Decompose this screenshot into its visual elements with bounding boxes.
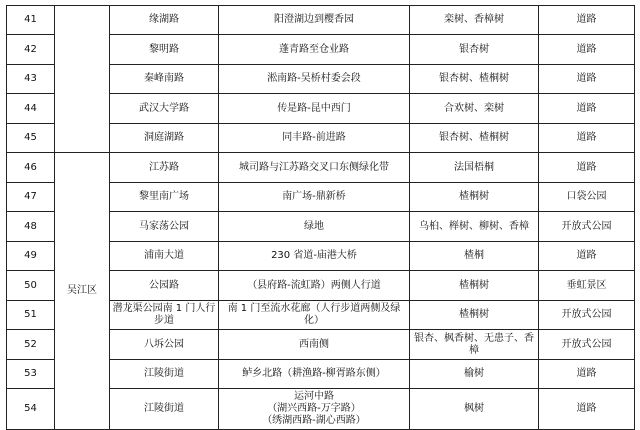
tree-species: 法国梧桐 — [410, 153, 539, 183]
tree-species: 榆树 — [410, 360, 539, 389]
row-number: 53 — [7, 360, 55, 389]
location-name: 缘湖路 — [110, 6, 219, 35]
location-name: 黎明路 — [110, 35, 219, 65]
tree-species: 银杏树 — [410, 35, 539, 65]
location-name: 江陵街道 — [110, 389, 219, 430]
location-type: 垂虹景区 — [539, 271, 635, 301]
location-name: 江苏路 — [110, 153, 219, 183]
location-range: 绿地 — [219, 212, 410, 242]
location-type: 道路 — [539, 153, 635, 183]
location-type: 道路 — [539, 35, 635, 65]
district-cell: 吴江区 — [55, 153, 110, 430]
location-type: 道路 — [539, 389, 635, 430]
location-range: 南 1 门至流水花廊（人行步道两侧及绿化） — [219, 301, 410, 330]
location-type: 口袋公园 — [539, 183, 635, 212]
location-name: 公园路 — [110, 271, 219, 301]
location-name: 江陵街道 — [110, 360, 219, 389]
location-range: （县府路-流虹路）两侧人行道 — [219, 271, 410, 301]
row-number: 52 — [7, 330, 55, 360]
location-type: 开放式公园 — [539, 301, 635, 330]
tree-species: 乌桕、榉树、柳树、香樟 — [410, 212, 539, 242]
location-name: 秦峰南路 — [110, 65, 219, 94]
location-range: 阳澄湖边到樱香园 — [219, 6, 410, 35]
location-range-line: （湖兴西路-万字路） — [267, 403, 361, 414]
location-name: 洞庭湖路 — [110, 124, 219, 153]
tree-species: 合欢树、栾树 — [410, 94, 539, 124]
row-number: 45 — [7, 124, 55, 153]
row-number: 42 — [7, 35, 55, 65]
row-number: 46 — [7, 153, 55, 183]
location-range: 西南侧 — [219, 330, 410, 360]
row-number: 50 — [7, 271, 55, 301]
location-range — [219, 389, 410, 430]
location-range: 蓬青路至仓业路 — [219, 35, 410, 65]
tree-species: 楂桐 — [410, 242, 539, 271]
location-type: 道路 — [539, 94, 635, 124]
row-number: 43 — [7, 65, 55, 94]
row-number: 41 — [7, 6, 55, 35]
location-name-line: 步道 — [154, 315, 174, 326]
location-name: 黎里南广场 — [110, 183, 219, 212]
row-number: 47 — [7, 183, 55, 212]
location-range-line: 运河中路 — [294, 391, 334, 402]
location-type: 道路 — [539, 6, 635, 35]
location-type: 道路 — [539, 124, 635, 153]
row-number: 49 — [7, 242, 55, 271]
row-number: 51 — [7, 301, 55, 330]
location-range: 传是路-昆中西门 — [219, 94, 410, 124]
location-range: 南广场-鼎新桥 — [219, 183, 410, 212]
tree-list-table — [6, 5, 635, 430]
location-type: 开放式公园 — [539, 330, 635, 360]
row-number: 54 — [7, 389, 55, 430]
location-range: 鲈乡北路（耕渔路-柳胥路东侧） — [219, 360, 410, 389]
district-cell-empty — [55, 6, 110, 153]
location-type: 道路 — [539, 65, 635, 94]
row-number: 48 — [7, 212, 55, 242]
location-type: 开放式公园 — [539, 212, 635, 242]
tree-species: 楂桐树 — [410, 301, 539, 330]
location-name: 浦南大道 — [110, 242, 219, 271]
location-name-line: 潜龙渠公园南 1 门人行 — [112, 303, 216, 314]
location-range: 230 省道-庙港大桥 — [219, 242, 410, 271]
location-name — [110, 301, 219, 330]
location-range: 城司路与江苏路交叉口东侧绿化带 — [219, 153, 410, 183]
location-name: 武汉大学路 — [110, 94, 219, 124]
tree-species: 楂桐树 — [410, 271, 539, 301]
tree-species: 枫树 — [410, 389, 539, 430]
location-name: 八坼公园 — [110, 330, 219, 360]
tree-species: 银杏树、楂桐树 — [410, 124, 539, 153]
table-row — [7, 153, 635, 183]
tree-species: 楂桐树 — [410, 183, 539, 212]
table-row — [7, 6, 635, 35]
location-range: 淞南路-吴桥村委会段 — [219, 65, 410, 94]
location-range: 同丰路-前进路 — [219, 124, 410, 153]
row-number: 44 — [7, 94, 55, 124]
location-type: 道路 — [539, 360, 635, 389]
location-range-line: （绣湖西路-湖心西路） — [262, 415, 366, 426]
location-type: 道路 — [539, 242, 635, 271]
tree-species: 栾树、香樟树 — [410, 6, 539, 35]
location-name: 马家荡公园 — [110, 212, 219, 242]
tree-species: 银杏树、楂桐树 — [410, 65, 539, 94]
tree-species: 银杏、枫香树、无患子、香樟 — [410, 330, 539, 360]
